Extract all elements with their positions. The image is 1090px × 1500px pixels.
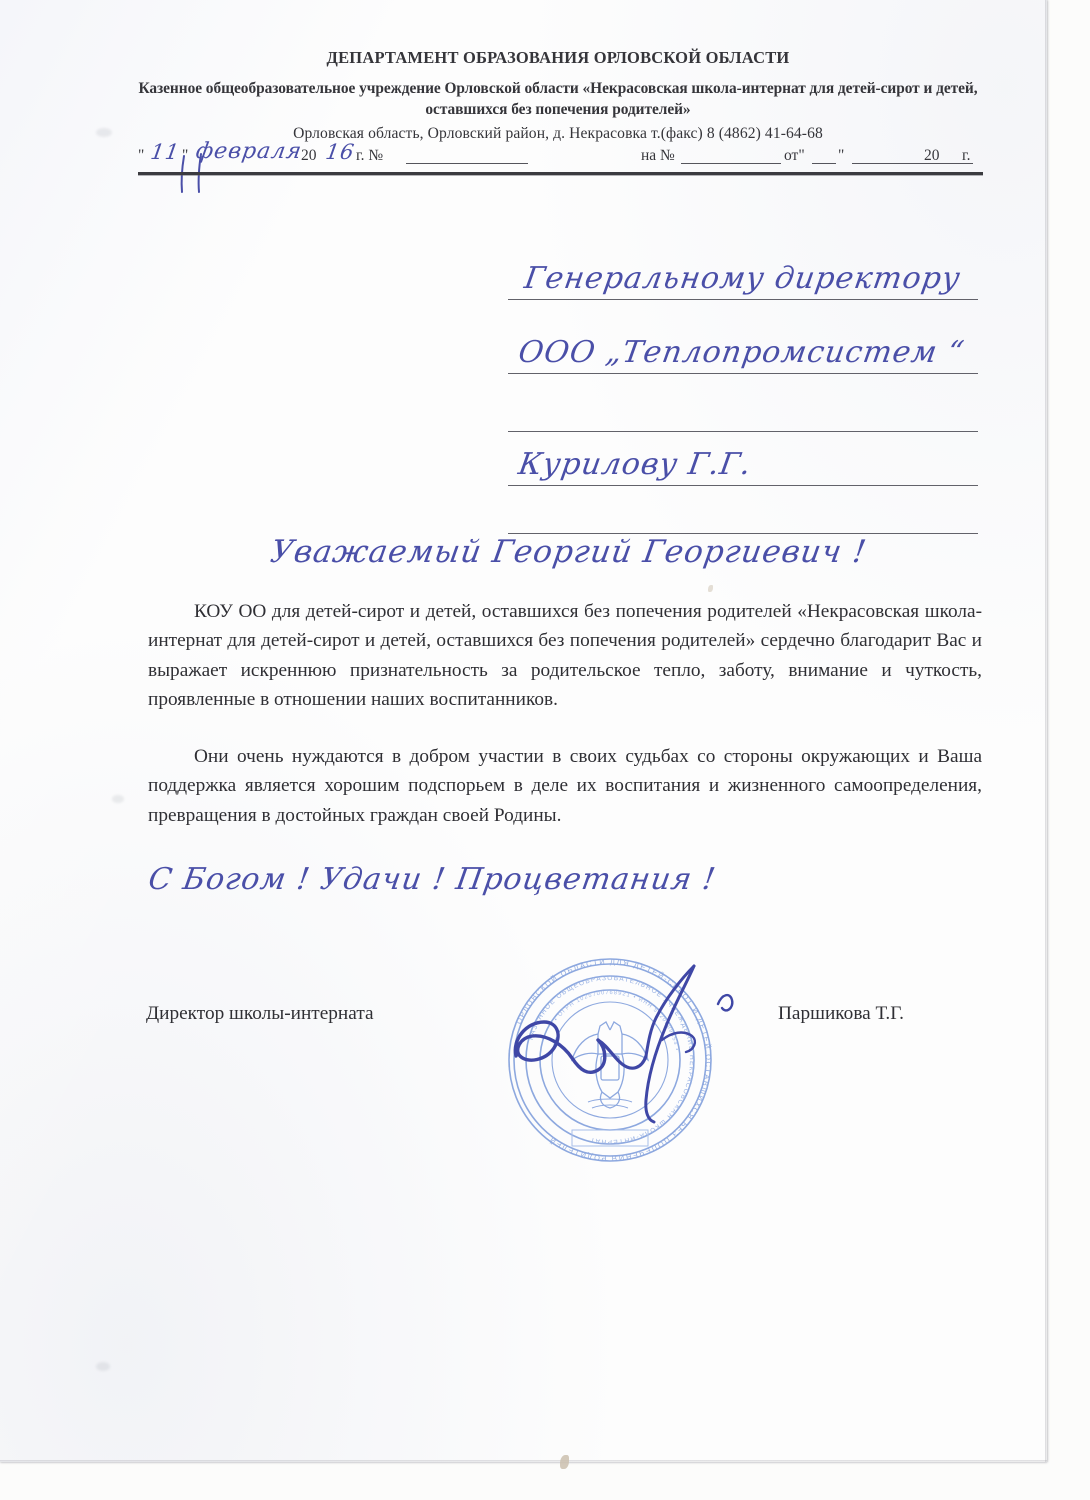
date-quote-close: " — [182, 147, 189, 164]
date-year-prefix: 20 — [301, 147, 317, 164]
date-day-handwritten: 11 — [149, 140, 182, 164]
date-year-suffix-handwritten: 16 — [324, 140, 357, 164]
svg-text:• ОГРН 1025700768921 • ИНН 572: • ОГРН 1025700768921 • ИНН 5720009654 • — [553, 989, 680, 1052]
scan-smudge — [112, 795, 124, 803]
signatory-title: Директор школы-интерната — [146, 1003, 374, 1024]
closing-wishes-handwritten: С Богом ! Удачи ! Процветания ! — [146, 862, 719, 897]
page-bottom-edge — [0, 1460, 1047, 1463]
outgoing-number-blank[interactable] — [406, 163, 528, 164]
signatory-name: Паршикова Т.Г. — [778, 1003, 905, 1024]
page-right-edge — [1045, 0, 1048, 1462]
body-paragraph-1 — [148, 597, 982, 715]
addressee-person: Курилову Г.Г. — [516, 447, 755, 482]
addressee-rule-2 — [508, 373, 978, 374]
paper-speck — [560, 1455, 569, 1469]
trailing-year-label: г. — [962, 147, 971, 164]
trailing-year-prefix: 20 — [924, 147, 940, 164]
body-paragraph-1-text: КОУ ОО для детей-сирот и детей, оставшихся без попечения родителей «Некрасовская школа-интернат для детей-сирот и детей, оставшихся без попечения родителей» сердечно благодарит Вас и выражает искреннюю признательность за родительское тепло, заботу, внимание и чуткость, проявленные в отношении наших воспитанников. — [148, 601, 982, 711]
addressee-recipient-position: Генеральному директору — [522, 261, 964, 296]
date-reference-row — [138, 139, 983, 171]
department-title: ДЕПАРТАМЕНТ ОБРАЗОВАНИЯ ОРЛОВСКОЙ ОБЛАСТИ — [326, 48, 790, 67]
header-divider-rule — [138, 172, 983, 175]
from-quote: " — [838, 147, 845, 164]
seal-svg — [502, 952, 718, 1168]
addressee-rule-4 — [508, 485, 978, 486]
scan-smudge — [96, 1362, 110, 1371]
from-month-blank[interactable] — [852, 163, 962, 164]
addressee-rule-1 — [508, 299, 978, 300]
scan-smudge — [96, 128, 112, 137]
date-quote-open: " — [138, 147, 145, 164]
addressee-company: ООО „Теплопромсистем “ — [516, 335, 967, 370]
reply-number-blank[interactable] — [681, 163, 781, 164]
body-paragraph-2 — [148, 742, 982, 830]
addressee-rule-3 — [508, 431, 978, 432]
svg-text:КАЗЕННОЕ ОБЩЕОБРАЗОВАТЕЛЬНОЕ У: КАЗЕННОЕ ОБЩЕОБРАЗОВАТЕЛЬНОЕ УЧРЕЖДЕНИЕ НЕКРАСОВСКАЯ ШКОЛА-ИНТЕРНАТ — [527, 974, 696, 1146]
institution-address: Орловская область, Орловский район, д. Некрасовка т.(факс) 8 (4862) 41-64-68 — [293, 125, 823, 142]
from-day-blank[interactable] — [812, 163, 836, 164]
from-label: от" — [784, 147, 805, 164]
institution-name: Казенное общеобразовательное учреждение Орловской области «Некрасовская школа-интернат для детей-сирот и детей, оставшихся без попечения родителей» — [138, 80, 978, 118]
greeting-handwritten: Уважаемый Георгий Георгиевич ! — [268, 534, 870, 570]
official-seal-stamp — [502, 952, 718, 1168]
date-month-handwritten: февраля — [194, 139, 304, 164]
eagle-emblem — [572, 1022, 648, 1108]
date-number-label: г. № — [356, 147, 384, 164]
svg-text:ОРЛОВСКОЙ ОБЛАСТИ ДЛЯ ДЕТЕЙ-СИ: ОРЛОВСКОЙ ОБЛАСТИ ДЛЯ ДЕТЕЙ-СИРОТ И ДЕТЕЙ ОСТАВШИХСЯ БЕЗ ПОПЕЧЕНИЯ РОДИТЕЛЕЙ — [514, 956, 714, 1164]
body-paragraph-2-text: Они очень нуждаются в добром участии в своих судьбах со стороны окружающих и Ваша поддержка является хорошим подспорьем в деле их воспитания и жизненного самоопределения, превращения в достойных граждан своей Родины. — [148, 746, 982, 826]
reply-reference-label: на № — [641, 147, 675, 164]
